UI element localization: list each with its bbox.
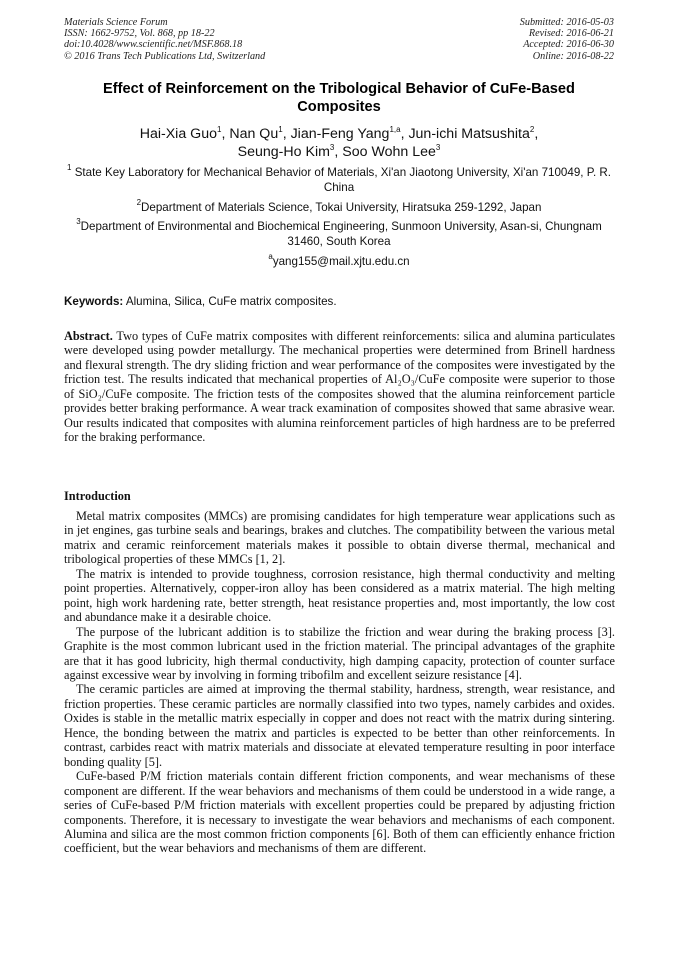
section-heading: Introduction (64, 489, 131, 503)
keywords (64, 295, 616, 309)
paragraph: CuFe-based P/M friction materials contain different friction components, and wear mechanisms of these component are different. If the wear behaviors and mechanisms of them could be understood in a wide range, a series of CuFe-based P/M friction materials with excellent properties could be prepared by adjusting friction components. Therefore, it is necessary to investigate the wear behaviors and mechanisms of each component. Alumina and silica are the most common friction components [6]. Both of them can efficiently enhance friction coefficient, but the wear behaviors and mechanisms of them are different. (64, 769, 615, 856)
corresponding-email: $^a$yang155@mail.xjtu.edu.cn (268, 251, 410, 268)
keywords-text: Alumina, Silica, CuFe matrix composites. (125, 295, 337, 308)
date-accepted: Accepted: 2016-06-30 (523, 39, 614, 51)
author: Soo Wohn Lee$^3$ (342, 143, 441, 160)
introduction-body (64, 509, 615, 856)
abstract-text: Two types of CuFe matrix composites with different reinforcements: silica and alumina particulates were developed using powder metallurgy. The mechanical properties were determined from Brinell hardness and flexural strength. The dry sliding friction and wear performance of the composites were investigated by the friction test. The results indicated that mechanical properties of Al₂O₃/CuFe composite were superior to those of SiO₂/CuFe composite. The friction tests of the composites showed that the alumina reinforcement particle provides better braking performance. A wear track examination of composites showed that same abrasive wear. Our results indicated that composites with alumina reinforcement particles of high hardness are to be preferred for the braking performance. (64, 329, 615, 445)
paragraph: The ceramic particles are aimed at improving the thermal stability, hardness, strength, wear resistance, and friction properties. These ceramic particles are normally classified into two types, namely carbides and oxides. Oxides is stable in the metallic matrix especially in copper and does not react with the matrix during sintering. Hence, the bonding between the matrix and particles is expected to be better than other reinforcements. In contrast, carbides react with matrix materials and dissociate at elevated temperature resulting in poor interface bonding quality [5]. (64, 682, 615, 769)
date-submitted: Submitted: 2016-05-03 (519, 17, 614, 28)
affiliation: $^3$Department of Environmental and Biochemical Engineering, Sunmoon University, Asan-si, Chungnam 31460, South Korea (76, 217, 602, 249)
affiliation: $^1$ State Key Laboratory for Mechanical Behavior of Materials, Xi'an Jiaotong University, Xi'an 710049, P. R. China (67, 163, 611, 194)
affiliation-list (60, 163, 618, 275)
paper-title: Effect of Reinforcement on the Tribological Behavior of CuFe-Based Composites (103, 81, 575, 115)
paragraph: The matrix is intended to provide toughness, corrosion resistance, high thermal conductivity and melting point properties. Alternatively, copper-iron alloy has been considered as a matrix material. The high melting point, high work hardening rate, better strength, heat resistance properties and, most importantly, the low cost and abundance make it a desirable choice. (64, 566, 615, 625)
paragraph: The purpose of the lubricant addition is to stabilize the friction and wear during the braking process [3]. Graphite is the most common lubricant used in the friction material. The principal advantages of the graphite are that it has good lubricity, high thermal conductivity, high damping capacity, protection of counter surface against excessive wear by involving in forming tribofilm and excellent seizure resistance [4]. (64, 624, 615, 682)
journal-info (64, 17, 265, 62)
author: Nan Qu$^1$, (229, 125, 291, 142)
journal-doi: doi:10.4028/www.scientific.net/MSF.868.18 (64, 39, 243, 51)
journal-copyright: © 2016 Trans Tech Publications Ltd, Switzerland (64, 50, 266, 62)
publication-dates (520, 17, 614, 62)
abstract-label: Abstract. (64, 329, 113, 343)
author: Jian-Feng Yang$^{1,a}$, (290, 125, 409, 142)
author-list (60, 125, 618, 161)
journal-issn: ISSN: 1662-9752, Vol. 868, pp 18-22 (64, 28, 215, 40)
affiliation: $^2$Department of Materials Science, Tokai University, Hiratsuka 259-1292, Japan (136, 197, 542, 214)
author: Jun-ichi Matsushita$^2$, (408, 125, 539, 142)
keywords-label: Keywords: (64, 295, 124, 308)
date-revised: Revised: 2016-06-21 (528, 28, 614, 40)
abstract (64, 329, 615, 445)
author: Hai-Xia Guo$^1$, (139, 125, 230, 142)
paragraph: Metal matrix composites (MMCs) are promising candidates for high temperature wear applications such as in jet engines, gas turbine seals and bearings, brakes and clutches. The compatibility between the various metal matrix and ceramic reinforcement materials makes it possible to obtain diverse thermal, mechanical and tribological properties of these MMCs [1, 2]. (64, 509, 615, 567)
date-online: Online: 2016-08-22 (532, 50, 614, 62)
author: Seung-Ho Kim$^3$, (237, 143, 343, 160)
journal-name: Materials Science Forum (64, 17, 168, 28)
